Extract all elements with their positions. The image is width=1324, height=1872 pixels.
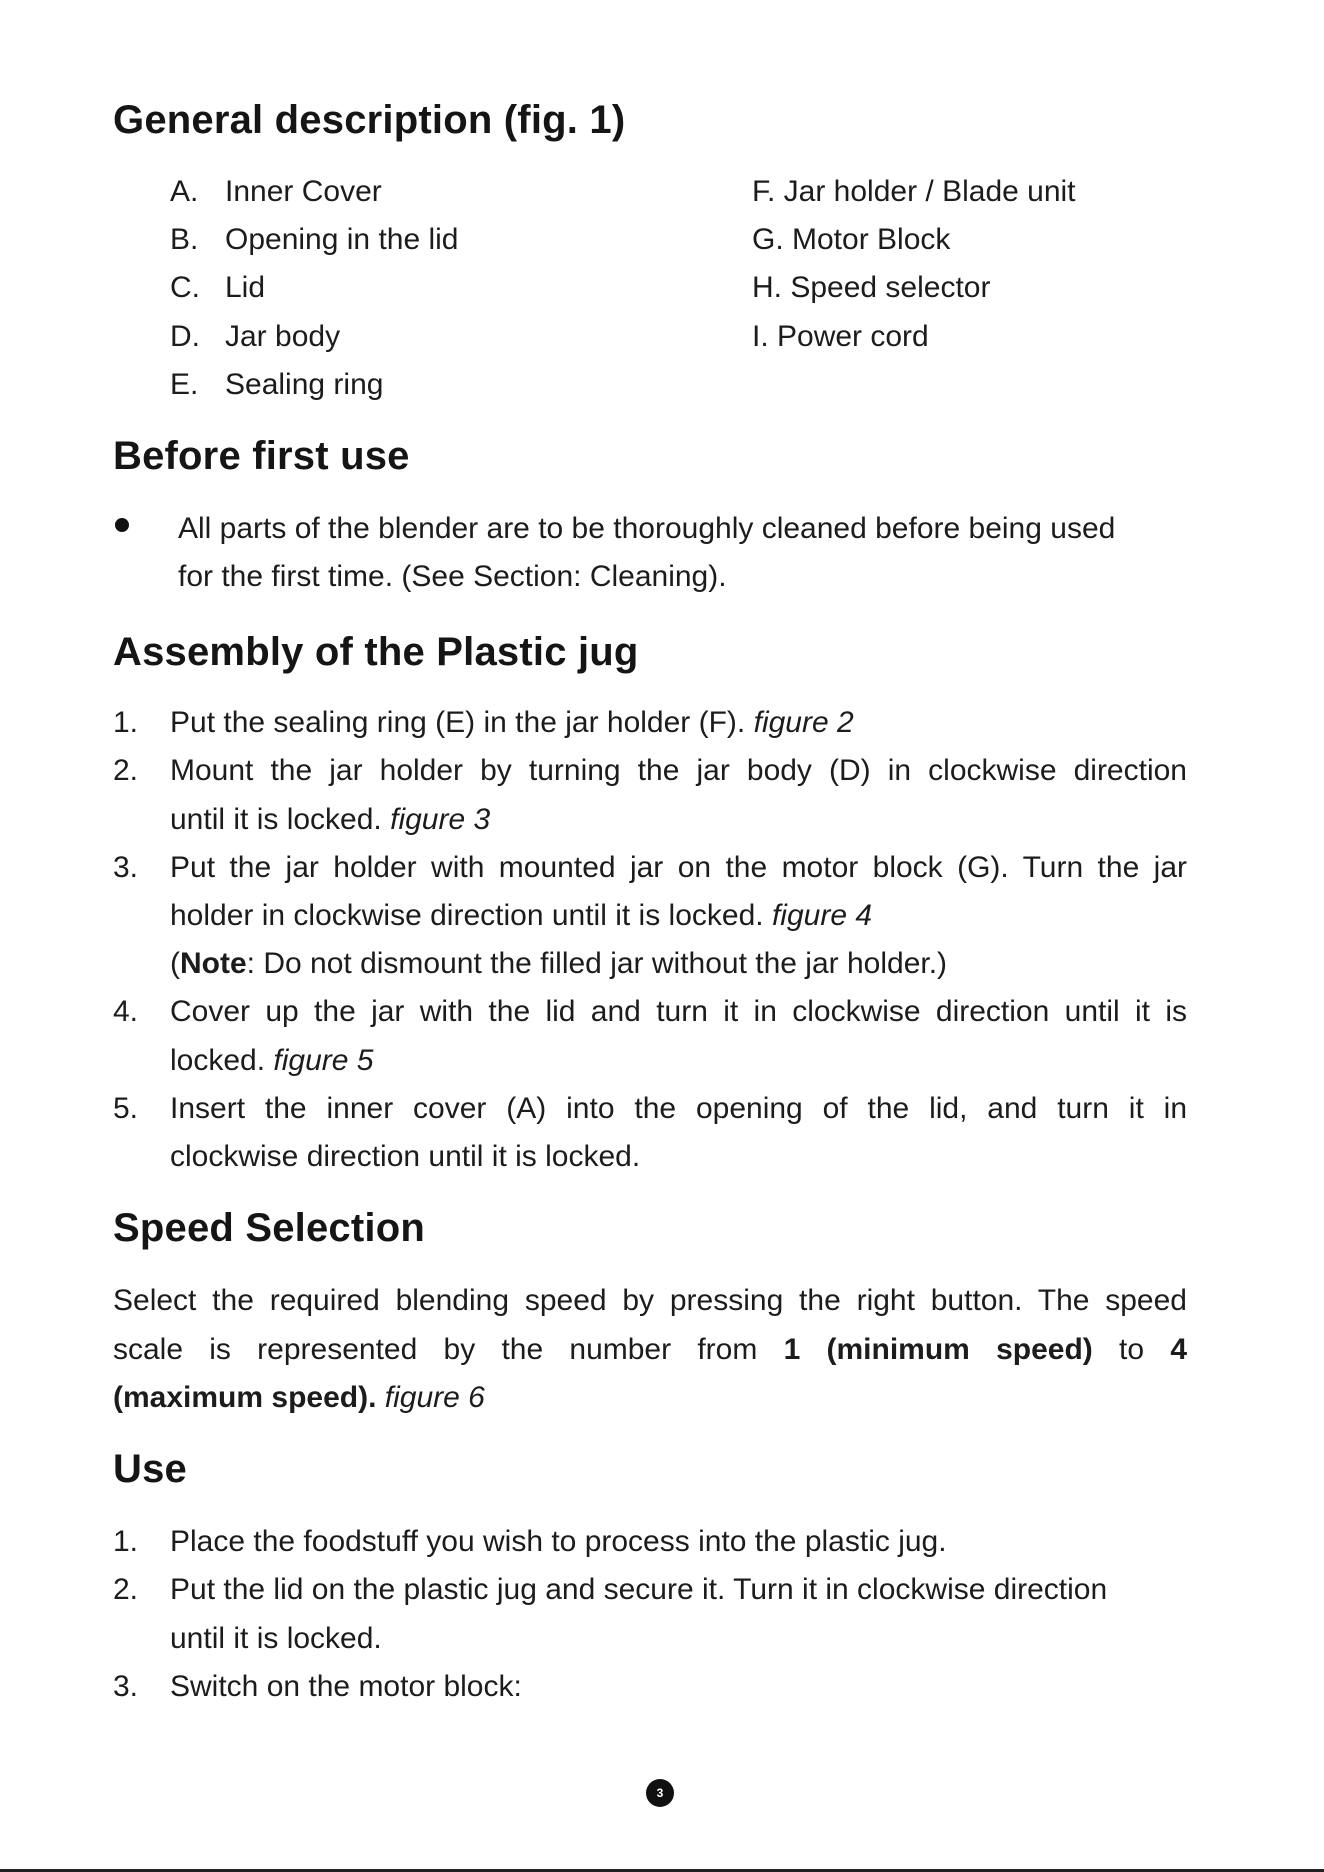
- step-text: Put the jar holder with mounted jar on the motor block (G). Turn the jar: [170, 851, 1187, 884]
- figure-ref: figure 3: [390, 803, 491, 836]
- step-text: until it is locked. figure 3: [170, 803, 491, 836]
- step-text: Cover up the jar with the lid and turn it in clockwise direction until it is: [170, 995, 1187, 1028]
- before-text-line: for the first time. (See Section: Cleaning).: [178, 560, 727, 593]
- speed-text-line: (maximum speed). figure 6: [113, 1381, 485, 1414]
- speed-text-line: scale is represented by the number from 1 (minimum speed) to 4: [113, 1333, 1188, 1366]
- step-number: 2.: [113, 754, 139, 787]
- before-first-use-heading: Before first use: [113, 434, 410, 478]
- assembly-heading: Assembly of the Plastic jug: [113, 630, 639, 674]
- step-text: Mount the jar holder by turning the jar body (D) in clockwise direction: [170, 754, 1187, 787]
- part-item: F. Jar holder / Blade unit: [752, 175, 1076, 208]
- step-text: Insert the inner cover (A) into the opening of the lid, and turn it in: [170, 1092, 1187, 1125]
- figure-ref: figure 2: [753, 706, 854, 739]
- part-label: D.: [170, 320, 200, 353]
- step-text: holder in clockwise direction until it is locked. figure 4: [170, 899, 873, 932]
- step-text: Switch on the motor block:: [170, 1670, 522, 1703]
- part-item: I. Power cord: [752, 320, 929, 353]
- before-text-line: All parts of the blender are to be thoroughly cleaned before being used: [178, 512, 1116, 545]
- step-text: Put the sealing ring (E) in the jar holder (F). figure 2: [170, 706, 854, 739]
- part-label: C.: [170, 271, 200, 304]
- figure-ref: figure 5: [273, 1044, 374, 1077]
- page-number: 3: [646, 1779, 674, 1807]
- speed-text-line: Select the required blending speed by pressing the right button. The speed: [113, 1284, 1187, 1317]
- step-text: until it is locked.: [170, 1622, 382, 1655]
- note-text: (Note: Do not dismount the filled jar without the jar holder.): [170, 947, 948, 980]
- part-label: E.: [170, 368, 199, 401]
- general-description-heading: General description (fig. 1): [113, 98, 626, 142]
- part-label: B.: [170, 223, 199, 256]
- use-heading: Use: [113, 1447, 187, 1491]
- step-number: 1.: [113, 706, 139, 739]
- step-text: locked. figure 5: [170, 1044, 374, 1077]
- figure-ref: figure 6: [384, 1381, 485, 1414]
- step-number: 3.: [113, 851, 139, 884]
- step-number: 2.: [113, 1573, 139, 1606]
- part-label: A.: [170, 175, 199, 208]
- figure-ref: figure 4: [771, 899, 873, 932]
- step-number: 3.: [113, 1670, 139, 1703]
- step-text: Put the lid on the plastic jug and secure it. Turn it in clockwise direction: [170, 1573, 1108, 1606]
- part-name: Sealing ring: [225, 368, 384, 401]
- step-number: 1.: [113, 1525, 139, 1558]
- bullet-icon: [115, 518, 129, 532]
- step-number: 4.: [113, 995, 139, 1028]
- part-name: Opening in the lid: [225, 223, 459, 256]
- part-name: Jar body: [225, 320, 341, 353]
- step-number: 5.: [113, 1092, 139, 1125]
- note-label: Note: [180, 947, 247, 980]
- part-item: H. Speed selector: [752, 271, 991, 304]
- speed-selection-heading: Speed Selection: [113, 1206, 425, 1250]
- part-name: Inner Cover: [225, 175, 382, 208]
- step-text: clockwise direction until it is locked.: [170, 1140, 641, 1173]
- step-text: Place the foodstuff you wish to process into the plastic jug.: [170, 1525, 947, 1558]
- part-name: Lid: [225, 271, 266, 304]
- part-item: G. Motor Block: [752, 223, 951, 256]
